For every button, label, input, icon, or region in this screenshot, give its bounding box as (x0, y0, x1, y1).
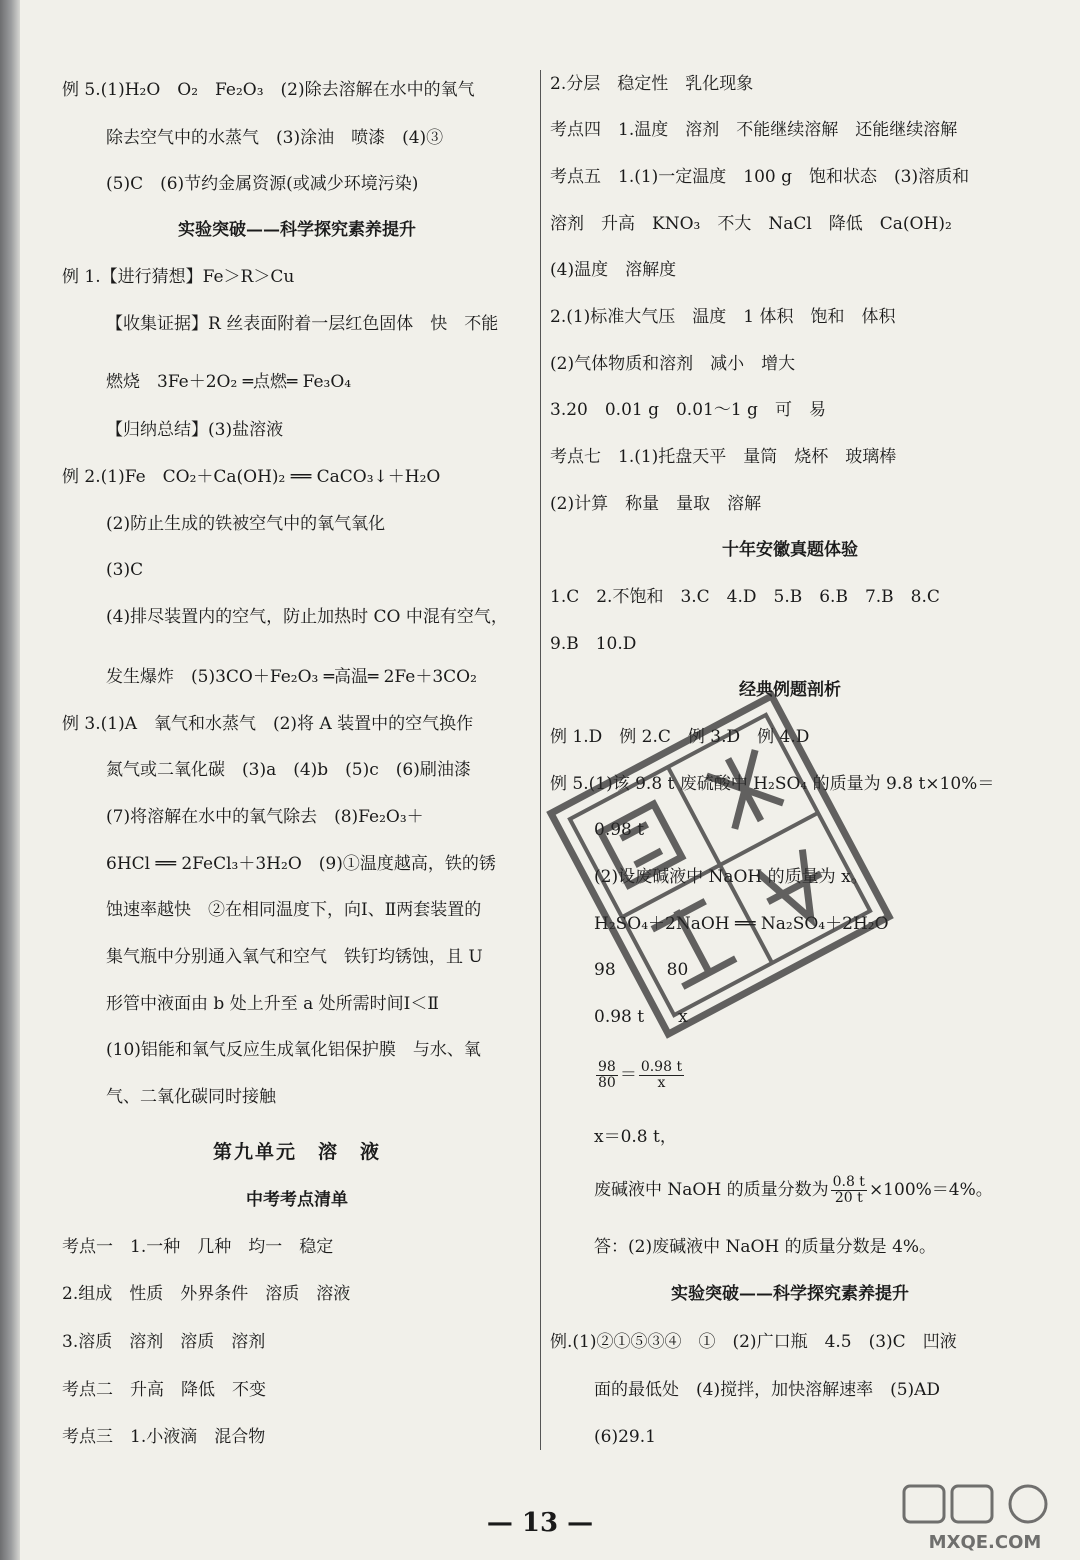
text-line: 燃烧 3Fe＋2O₂ ═点燃═ Fe₃O₄ (106, 372, 352, 392)
text-line: 【收集证据】R 丝表面附着一层红色固体 快 不能 (106, 314, 499, 334)
text-line: 第九单元 溶 液 (212, 1141, 381, 1163)
book-binding-edge (0, 0, 20, 1560)
text-line: 例 1.D 例 2.C 例 3.D 例 4.D (550, 727, 810, 747)
frac-numerator: 0.98 t (640, 1059, 683, 1075)
text-line: 蚀速率越快 ②在相同温度下，向Ⅰ、Ⅱ两套装置的 (106, 900, 482, 920)
column-divider (540, 70, 541, 1450)
text-line: (2)计算 称量 量取 溶解 (550, 494, 762, 514)
text-line: (4)温度 溶解度 (550, 260, 677, 280)
text-line: 9.B 10.D (550, 634, 637, 654)
text-line: 【归纳总结】(3)盐溶液 (106, 420, 284, 440)
frac-denominator: 80 (598, 1075, 616, 1091)
text-line: 2.分层 稳定性 乳化现象 (550, 74, 754, 94)
text-line: H₂SO₄＋2NaOH ══ Na₂SO₄＋2H₂O (594, 914, 889, 934)
watermark-logo-icon (900, 1482, 1070, 1554)
text-line: 2.(1)标准大气压 温度 1 体积 饱和 体积 (550, 307, 896, 327)
frac-numerator: 0.8 t (832, 1174, 865, 1190)
x-result: x＝0.8 t， (594, 1127, 677, 1147)
text-line: (7)将溶解在水中的氧气除去 (8)Fe₂O₃＋ (106, 807, 424, 827)
text-line: 面的最低处 (4)搅拌，加快溶解速率 (5)AD (594, 1380, 941, 1400)
text-line: 例.(1)②①⑤③④ ① (2)广口瓶 4.5 (3)C 凹液 (550, 1332, 957, 1352)
text-line: 3.溶质 溶剂 溶质 溶剂 (62, 1332, 266, 1352)
watermark-text: MXQE.COM (928, 1532, 1042, 1553)
text-line: 考点五 1.(1)一定温度 100 g 饱和状态 (3)溶质和 (550, 167, 970, 187)
text-line: 中考考点清单 (246, 1190, 348, 1210)
text-line: 除去空气中的水蒸气 (3)涂油 喷漆 (4)③ (106, 128, 444, 148)
text-line: 形管中液面由 b 处上升至 a 处所需时间Ⅰ＜Ⅱ (106, 994, 439, 1014)
text-line: 十年安徽真题体验 (722, 540, 858, 560)
text-line: (6)29.1 (594, 1427, 656, 1447)
text-line: 例 3.(1)A 氧气和水蒸气 (2)将 A 装置中的空气换作 (62, 714, 474, 734)
text-line: 6HCl ══ 2FeCl₃＋3H₂O (9)①温度越高，铁的锈 (106, 854, 496, 874)
mass-fraction-suffix: ×100%＝4%。 (868, 1180, 993, 1200)
text-line: 98 80 (594, 960, 689, 980)
mass-fraction-prefix: 废碱液中 NaOH 的质量分数为 (594, 1180, 829, 1200)
text-line: 例 2.(1)Fe CO₂＋Ca(OH)₂ ══ CaCO₃↓＋H₂O (62, 467, 441, 487)
text-line: 集气瓶中分别通入氧气和空气 铁钉均锈蚀，且 U (106, 947, 483, 967)
text-line: 例 5.(1)该 9.8 t 废硫酸中 H₂SO₄ 的质量为 9.8 t×10%＝ (550, 774, 995, 794)
text-line: 2.组成 性质 外界条件 溶质 溶液 (62, 1284, 351, 1304)
text-line: (3)C (106, 560, 144, 580)
text-line: (2)设废碱液中 NaOH 的质量为 x。 (594, 867, 868, 887)
frac-denominator: 20 t (834, 1190, 863, 1206)
text-line: (2)气体物质和溶剂 减小 增大 (550, 354, 796, 374)
text-line: 考点四 1.温度 溶剂 不能继续溶解 还能继续溶解 (550, 120, 958, 140)
frac-denominator: x (657, 1075, 666, 1091)
answer-line: 答：(2)废碱液中 NaOH 的质量分数是 4%。 (594, 1237, 937, 1257)
text-line: 实验突破——科学探究素养提升 (178, 220, 416, 240)
text-line: (5)C (6)节约金属资源(或减少环境污染) (106, 174, 419, 194)
page-number: — 13 — (486, 1508, 594, 1538)
text-line: (4)排尽装置内的空气，防止加热时 CO 中混有空气， (106, 607, 508, 627)
text-line: 3.20 0.01 g 0.01～1 g 可 易 (550, 400, 826, 420)
text-line: 溶剂 升高 KNO₃ 不大 NaCl 降低 Ca(OH)₂ (550, 214, 952, 234)
mass-fraction-line (594, 1175, 993, 1206)
text-line: 气、二氧化碳同时接触 (106, 1087, 276, 1107)
text-line: 0.98 t (594, 820, 645, 840)
text-line: 考点一 1.一种 几种 均一 稳定 (62, 1237, 334, 1257)
text-line: 例 5.(1)H₂O O₂ Fe₂O₃ (2)除去溶解在水中的氧气 (62, 80, 475, 100)
text-line: 经典例题剖析 (739, 680, 841, 700)
text-line: 考点二 升高 降低 不变 (62, 1380, 266, 1400)
text-line: (10)铝能和氧气反应生成氧化铝保护膜 与水、氧 (106, 1040, 481, 1060)
frac-numerator: 98 (598, 1059, 616, 1075)
fraction-equation: $\frac{98}{80}$ ＝ $\frac{0.98 t}{x}$ (598, 1059, 683, 1091)
text-line: 0.98 t x (594, 1007, 688, 1027)
section-heading: 实验突破——科学探究素养提升 (671, 1284, 909, 1304)
text-line: 发生爆炸 (5)3CO＋Fe₂O₃ ═高温═ 2Fe＋3CO₂ (106, 667, 477, 687)
text-line: 考点七 1.(1)托盘天平 量筒 烧杯 玻璃棒 (550, 447, 897, 467)
text-line: (2)防止生成的铁被空气中的氧气氧化 (106, 514, 386, 534)
text-line: 1.C 2.不饱和 3.C 4.D 5.B 6.B 7.B 8.C (550, 587, 940, 607)
text-line: 考点三 1.小液滴 混合物 (62, 1427, 266, 1447)
text-line: 氮气或二氧化碳 (3)a (4)b (5)c (6)刷油漆 (106, 760, 471, 780)
text-line: 例 1.【进行猜想】Fe＞R＞Cu (62, 267, 295, 287)
